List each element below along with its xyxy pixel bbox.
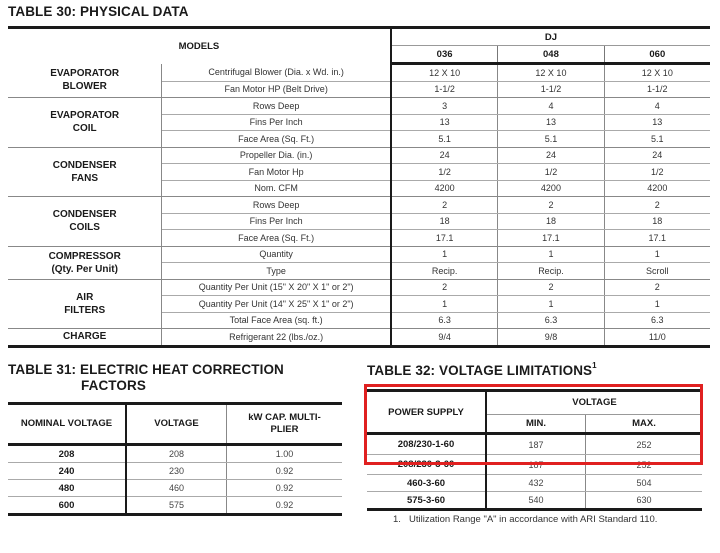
footnote-number: 1. [393,514,401,525]
table-row [8,64,710,82]
table-row [8,480,342,497]
row-label: Propeller Dia. (in.) [162,147,391,164]
category-cell [8,197,162,247]
table-row [8,279,710,296]
value-cell: 1/2 [391,164,498,181]
row-label: Refrigerant 22 (lbs./oz.) [162,329,391,347]
power-supply-cell: 208/230-1-60 [367,434,486,455]
value-cell: 13 [604,114,710,131]
voltage-cell: 575 [126,497,227,515]
value-cell: 2 [604,279,710,296]
footnote-text: Utilization Range "A" in accordance with ARI Standard 110. [409,514,658,525]
value-cell: 2 [391,279,498,296]
category-line: COMPRESSOR [48,250,121,262]
category-line: (Qty. Per Unit) [51,263,118,275]
row-label: Fan Motor Hp [162,164,391,181]
multiplier-cell: 0.92 [275,500,294,510]
category-line: EVAPORATOR [50,110,120,122]
value-cell: 13 [498,114,604,131]
value-cell: 4200 [391,180,498,197]
row-label: Quantity Per Unit (14" X 25" X 1" or 2") [162,296,391,313]
row-label: Rows Deep [162,98,391,115]
header-line: PLIER [270,424,299,435]
value-cell: 11/0 [604,329,710,347]
value-cell: 24 [391,147,498,164]
models-header: MODELS [8,28,391,64]
value-cell: 1 [498,296,604,313]
table-row [367,475,702,492]
value-cell: 6.3 [391,312,498,329]
value-cell: 24 [498,147,604,164]
row-label: Nom. CFM [162,180,391,197]
footnote-marker: 1 [592,361,597,370]
value-cell: 4200 [498,180,604,197]
value-cell: 5.1 [391,131,498,148]
table-row [8,445,342,463]
value-cell: 17.1 [391,230,498,247]
power-supply-header: POWER SUPPLY [367,391,486,434]
power-supply-cell: 460-3-60 [367,475,486,492]
value-cell: 4 [604,98,710,115]
model-header: 048 [498,46,604,64]
value-cell: 1 [604,296,710,313]
category-line: AIR [76,291,94,303]
row-label: Quantity [162,246,391,263]
max-voltage-cell: 252 [586,455,703,475]
multiplier-cell: 1.00 [227,445,343,463]
max-voltage-cell: 504 [586,475,703,492]
nominal-voltage-cell: 600 [8,497,126,515]
table32-title-text: TABLE 32: VOLTAGE LIMITATIONS [367,363,593,378]
electric-heat-correction-table [8,402,342,516]
table-row [8,197,710,214]
header-line: kW CAP. MULTI- [248,412,321,423]
category-cell: CHARGE [8,329,162,347]
value-cell: Scroll [604,263,710,280]
category-cell [8,147,162,197]
table-row [8,329,710,347]
multiplier-cell: 0.92 [227,480,343,497]
value-cell: 1 [391,246,498,263]
row-label: Fan Motor HP (Belt Drive) [162,81,391,98]
value-cell: 2 [391,197,498,214]
min-header: MIN. [486,414,586,433]
nominal-voltage-cell: 240 [8,463,126,480]
category-line: CONDENSER [52,159,117,171]
row-label: Rows Deep [162,197,391,214]
category-line: CONDENSER [52,209,117,221]
value-cell: 12 X 10 [498,64,604,82]
voltage-limitations-table [367,389,702,511]
value-cell: 9/4 [438,331,451,342]
value-cell: 17.1 [498,230,604,247]
value-cell: 1-1/2 [391,81,498,98]
value-cell: 3 [391,98,498,115]
table32-title [367,363,597,378]
model-header: 036 [391,46,498,64]
series-header: DJ [391,28,710,46]
value-cell: 1-1/2 [604,81,710,98]
kw-multiplier-header [227,404,343,445]
value-cell: Recip. [391,263,498,280]
value-cell: 1 [391,296,498,313]
table30-title: TABLE 30: PHYSICAL DATA [8,4,189,19]
power-supply-cell: 208/230-3-60 [367,455,486,475]
value-cell: 2 [498,279,604,296]
physical-data-table [8,26,710,348]
value-cell: 2 [498,197,604,214]
voltage-cell: 208 [126,445,227,463]
nominal-voltage-header: NOMINAL VOLTAGE [8,404,126,445]
value-cell: Recip. [498,263,604,280]
value-cell: 5.1 [498,131,604,148]
voltage-cell: 460 [126,480,227,497]
model-header: 060 [604,46,710,64]
value-cell: 1-1/2 [498,81,604,98]
value-cell: 6.3 [498,312,604,329]
value-cell: 6.3 [604,312,710,329]
max-voltage-cell: 630 [636,495,652,505]
table31-title-line: FACTORS [81,378,146,393]
nominal-voltage-cell: 480 [8,480,126,497]
value-cell: 1 [498,246,604,263]
max-voltage-cell: 252 [586,434,703,455]
max-header: MAX. [586,414,703,433]
value-cell: 18 [391,213,498,230]
table-row [8,246,710,263]
row-label: Type [162,263,391,280]
value-cell: 12 X 10 [604,64,710,82]
value-cell: 1/2 [604,164,710,181]
table-row [367,492,702,510]
row-label: Fins Per Inch [162,114,391,131]
table-row [8,497,342,515]
category-line: FANS [71,172,99,184]
voltage-header: VOLTAGE [486,391,702,415]
min-voltage-cell: 432 [486,475,586,492]
table-row [367,434,702,455]
row-label: Centrifugal Blower (Dia. x Wd. in.) [162,64,391,82]
value-cell: 17.1 [604,230,710,247]
value-cell: 2 [604,197,710,214]
table-row [8,147,710,164]
category-line: FILTERS [64,304,106,316]
category-line: COIL [72,123,97,135]
table32-footnote [393,513,693,526]
value-cell: 4200 [604,180,710,197]
table-row [8,463,342,480]
min-voltage-cell: 540 [486,492,586,510]
table-row [367,455,702,475]
value-cell: 12 X 10 [391,64,498,82]
voltage-cell: 230 [126,463,227,480]
category-line: EVAPORATOR [50,68,120,80]
row-label: Fins Per Inch [162,213,391,230]
min-voltage-cell: 187 [486,434,586,455]
value-cell: 9/8 [498,329,604,347]
category-cell [8,279,162,329]
table31-title-line: TABLE 31: ELECTRIC HEAT CORRECTION [8,362,284,377]
value-cell: 1 [604,246,710,263]
category-cell [8,64,162,98]
category-line: COILS [69,222,100,234]
row-label: Face Area (Sq. Ft.) [162,131,391,148]
multiplier-cell: 0.92 [227,463,343,480]
value-cell: 1/2 [498,164,604,181]
category-cell [8,246,162,279]
power-supply-cell: 575-3-60 [367,492,486,510]
table31-title [8,362,284,394]
row-label: Quantity Per Unit (15" X 20" X 1" or 2") [162,279,391,296]
value-cell: 18 [498,213,604,230]
value-cell: 5.1 [604,131,710,148]
row-label: Total Face Area (sq. ft.) [162,312,391,329]
category-cell [8,98,162,148]
value-cell: 24 [604,147,710,164]
nominal-voltage-cell: 208 [8,445,126,463]
row-label: Face Area (Sq. Ft.) [162,230,391,247]
table-row [8,98,710,115]
value-cell: 4 [498,98,604,115]
category-line: BLOWER [62,81,107,93]
value-cell: 18 [604,213,710,230]
min-voltage-cell: 187 [486,455,586,475]
value-cell: 13 [391,114,498,131]
voltage-header: VOLTAGE [126,404,227,445]
